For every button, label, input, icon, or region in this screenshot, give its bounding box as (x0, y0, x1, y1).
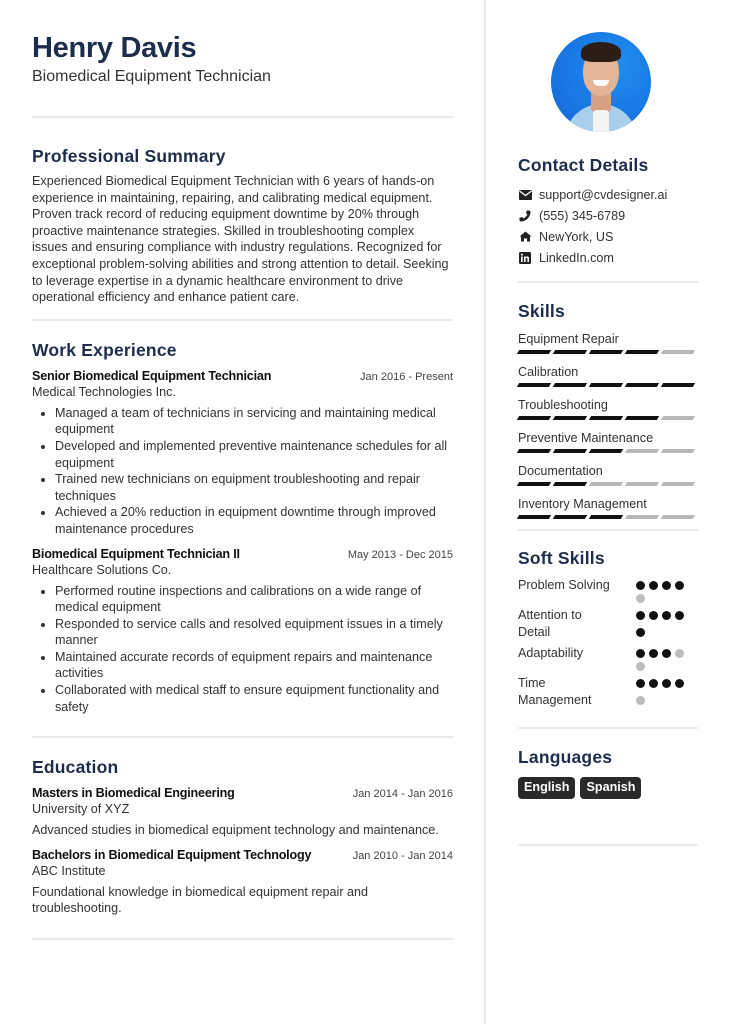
skill-item (518, 463, 698, 486)
contact-location (518, 226, 698, 247)
school-name: ABC Institute (32, 863, 106, 878)
rating-dot (662, 581, 671, 590)
rating-dot (675, 649, 684, 658)
section-divider (518, 844, 698, 846)
rating-dot (636, 594, 645, 603)
language-badge: English (518, 777, 575, 799)
sidebar (518, 154, 698, 846)
job-bullets (32, 583, 453, 716)
job-title: Senior Biomedical Equipment Technician (32, 368, 272, 383)
job-bullet: Trained new technicians on equipment troubleshooting and repair techniques (32, 471, 453, 504)
skill-item (518, 496, 698, 519)
job-bullet: Achieved a 20% reduction in equipment downtime through improved maintenance procedures (32, 504, 453, 537)
soft-skill-name: Time Management (518, 676, 592, 707)
section-divider (518, 727, 698, 729)
job-title: Biomedical Equipment Technician II (32, 546, 240, 561)
rating-dot (662, 611, 671, 620)
skills-section (518, 300, 698, 519)
contact-email[interactable] (518, 184, 698, 205)
job-entry (32, 546, 453, 716)
section-divider (32, 938, 453, 940)
skill-item (518, 430, 698, 453)
skill-rating-segment (625, 350, 659, 354)
skill-rating-bar (518, 449, 698, 453)
skill-rating-bar (518, 416, 698, 420)
soft-skills-list (518, 577, 698, 709)
degree-title: Bachelors in Biomedical Equipment Technology (32, 847, 312, 862)
skill-item (518, 397, 698, 420)
rating-dot (662, 649, 671, 658)
job-bullet: Performed routine inspections and calibrations on a wide range of medical equipment (32, 583, 453, 616)
rating-dot (649, 581, 658, 590)
skill-rating-bar (518, 383, 698, 387)
education-entry (32, 847, 453, 917)
skill-name: Inventory Management (518, 497, 647, 511)
skill-rating-segment (661, 515, 695, 519)
soft-skill-item (518, 577, 698, 603)
skill-rating-segment (625, 449, 659, 453)
job-dates: Jan 2016 - Present (360, 370, 453, 383)
skill-item (518, 331, 698, 354)
section-divider (32, 319, 453, 321)
home-icon (518, 230, 532, 244)
job-bullets (32, 405, 453, 538)
education-description: Foundational knowledge in biomedical equipment repair and troubleshooting. (32, 884, 369, 916)
skill-rating-segment (661, 383, 695, 387)
skill-rating-segment (553, 482, 587, 486)
skill-rating-segment (625, 482, 659, 486)
section-divider (518, 281, 698, 283)
degree-title: Masters in Biomedical Engineering (32, 786, 235, 801)
skill-rating-segment (517, 515, 551, 519)
skill-name: Preventive Maintenance (518, 431, 654, 445)
skill-rating-bar (518, 515, 698, 519)
rating-dot (636, 611, 645, 620)
skill-name: Documentation (518, 464, 603, 478)
language-badge: Spanish (580, 777, 641, 799)
education-description: Advanced studies in biomedical equipment technology and maintenance. (32, 823, 439, 838)
envelope-icon (518, 188, 532, 202)
column-divider (484, 0, 486, 1024)
skill-rating-segment (517, 449, 551, 453)
experience-section (32, 339, 453, 716)
skill-rating-segment (553, 449, 587, 453)
resume-header (32, 30, 453, 87)
school-name: University of XYZ (32, 802, 130, 817)
section-heading-summary: Professional Summary (32, 146, 226, 166)
job-bullet: Responded to service calls and resolved equipment issues in a timely manner (32, 616, 453, 649)
skills-list (518, 331, 698, 519)
skill-name: Equipment Repair (518, 332, 619, 346)
contact-linkedin-text: LinkedIn.com (539, 250, 614, 265)
skill-name: Calibration (518, 365, 579, 379)
skill-rating-segment (661, 350, 695, 354)
skill-rating-segment (553, 350, 587, 354)
rating-dot (675, 581, 684, 590)
section-heading-contact: Contact Details (518, 155, 649, 175)
skill-rating-segment (589, 416, 623, 420)
rating-dot (636, 581, 645, 590)
contact-section (518, 154, 698, 268)
skill-rating-segment (661, 449, 695, 453)
skill-rating-segment (589, 515, 623, 519)
summary-text: Experienced Biomedical Equipment Technician with 6 years of hands-on experience in maintaining, repairing, and calibrating medical equipment. Proven track record of reducing equipment downtime by 20% through proactive maintenance strategies. Skilled in troubleshooting complex issues and ensuring compliance with industry regulations. Recognized for exceptional problem-solving abilities and strong attention to detail. Seeking to leverage expertise in a dynamic healthcare environment to drive operational efficiency and enhance patient care. (32, 174, 449, 305)
rating-dot (636, 628, 645, 637)
soft-skill-rating-dots (636, 607, 688, 641)
job-company: Healthcare Solutions Co. (32, 562, 172, 577)
job-bullet: Maintained accurate records of equipment repairs and maintenance activities (32, 649, 453, 682)
job-dates: May 2013 - Dec 2015 (347, 548, 453, 561)
skill-rating-segment (589, 350, 623, 354)
soft-skill-name: Problem Solving (518, 578, 610, 592)
rating-dot (662, 679, 671, 688)
skill-item (518, 364, 698, 387)
skill-rating-segment (553, 416, 587, 420)
soft-skill-rating-dots (636, 577, 688, 603)
candidate-name: Henry Davis (32, 32, 197, 64)
section-heading-education: Education (32, 757, 119, 778)
section-heading-experience: Work Experience (32, 339, 177, 360)
skill-rating-bar (518, 482, 698, 486)
profile-photo (551, 32, 651, 132)
section-divider (518, 529, 698, 531)
soft-skill-item (518, 675, 698, 709)
soft-skill-name: Attention to Detail (518, 608, 582, 639)
rating-dot (636, 662, 645, 671)
rating-dot (636, 696, 645, 705)
soft-skill-item (518, 645, 698, 671)
skill-rating-segment (553, 383, 587, 387)
education-entry (32, 785, 453, 839)
summary-section (32, 145, 453, 306)
section-heading-languages: Languages (518, 747, 613, 767)
contact-location-text: NewYork, US (539, 229, 614, 244)
contact-phone[interactable] (518, 205, 698, 226)
job-bullet: Managed a team of technicians in servicing and maintaining medical equipment (32, 405, 453, 438)
skill-name: Troubleshooting (518, 398, 608, 412)
skill-rating-segment (589, 449, 623, 453)
main-column (32, 30, 453, 940)
skill-rating-segment (589, 383, 623, 387)
soft-skill-item (518, 607, 698, 641)
contact-phone-text: (555) 345-6789 (539, 208, 626, 223)
soft-skill-rating-dots (636, 675, 688, 709)
section-heading-soft-skills: Soft Skills (518, 548, 605, 568)
skill-rating-segment (661, 416, 695, 420)
rating-dot (649, 679, 658, 688)
languages-section (518, 746, 698, 799)
skill-rating-segment (625, 383, 659, 387)
skill-rating-segment (625, 515, 659, 519)
rating-dot (649, 649, 658, 658)
section-divider (32, 116, 453, 118)
education-dates: Jan 2014 - Jan 2016 (352, 788, 453, 801)
contact-email-text: support@cvdesigner.ai (539, 187, 668, 202)
section-divider (32, 736, 453, 738)
rating-dot (636, 649, 645, 658)
skill-rating-segment (517, 350, 551, 354)
contact-linkedin[interactable] (518, 247, 698, 268)
skill-rating-segment (517, 416, 551, 420)
linkedin-icon (518, 251, 532, 265)
soft-skill-rating-dots (636, 645, 688, 671)
section-heading-skills: Skills (518, 301, 565, 321)
languages-list (518, 777, 698, 799)
soft-skills-section (518, 547, 698, 709)
education-section (32, 756, 453, 917)
skill-rating-segment (589, 482, 623, 486)
phone-icon (518, 209, 532, 223)
soft-skill-name: Adaptability (518, 646, 584, 660)
rating-dot (675, 679, 684, 688)
job-entry (32, 368, 453, 538)
skill-rating-segment (661, 482, 695, 486)
rating-dot (636, 679, 645, 688)
education-dates: Jan 2010 - Jan 2014 (352, 849, 453, 862)
skill-rating-bar (518, 350, 698, 354)
job-company: Medical Technologies Inc. (32, 384, 176, 399)
candidate-title: Biomedical Equipment Technician (32, 68, 271, 85)
job-bullet: Collaborated with medical staff to ensure equipment functionality and safety (32, 682, 453, 715)
skill-rating-segment (625, 416, 659, 420)
skill-rating-segment (517, 482, 551, 486)
rating-dot (675, 611, 684, 620)
skill-rating-segment (553, 515, 587, 519)
job-bullet: Developed and implemented preventive maintenance schedules for all equipment (32, 438, 453, 471)
skill-rating-segment (517, 383, 551, 387)
rating-dot (649, 611, 658, 620)
